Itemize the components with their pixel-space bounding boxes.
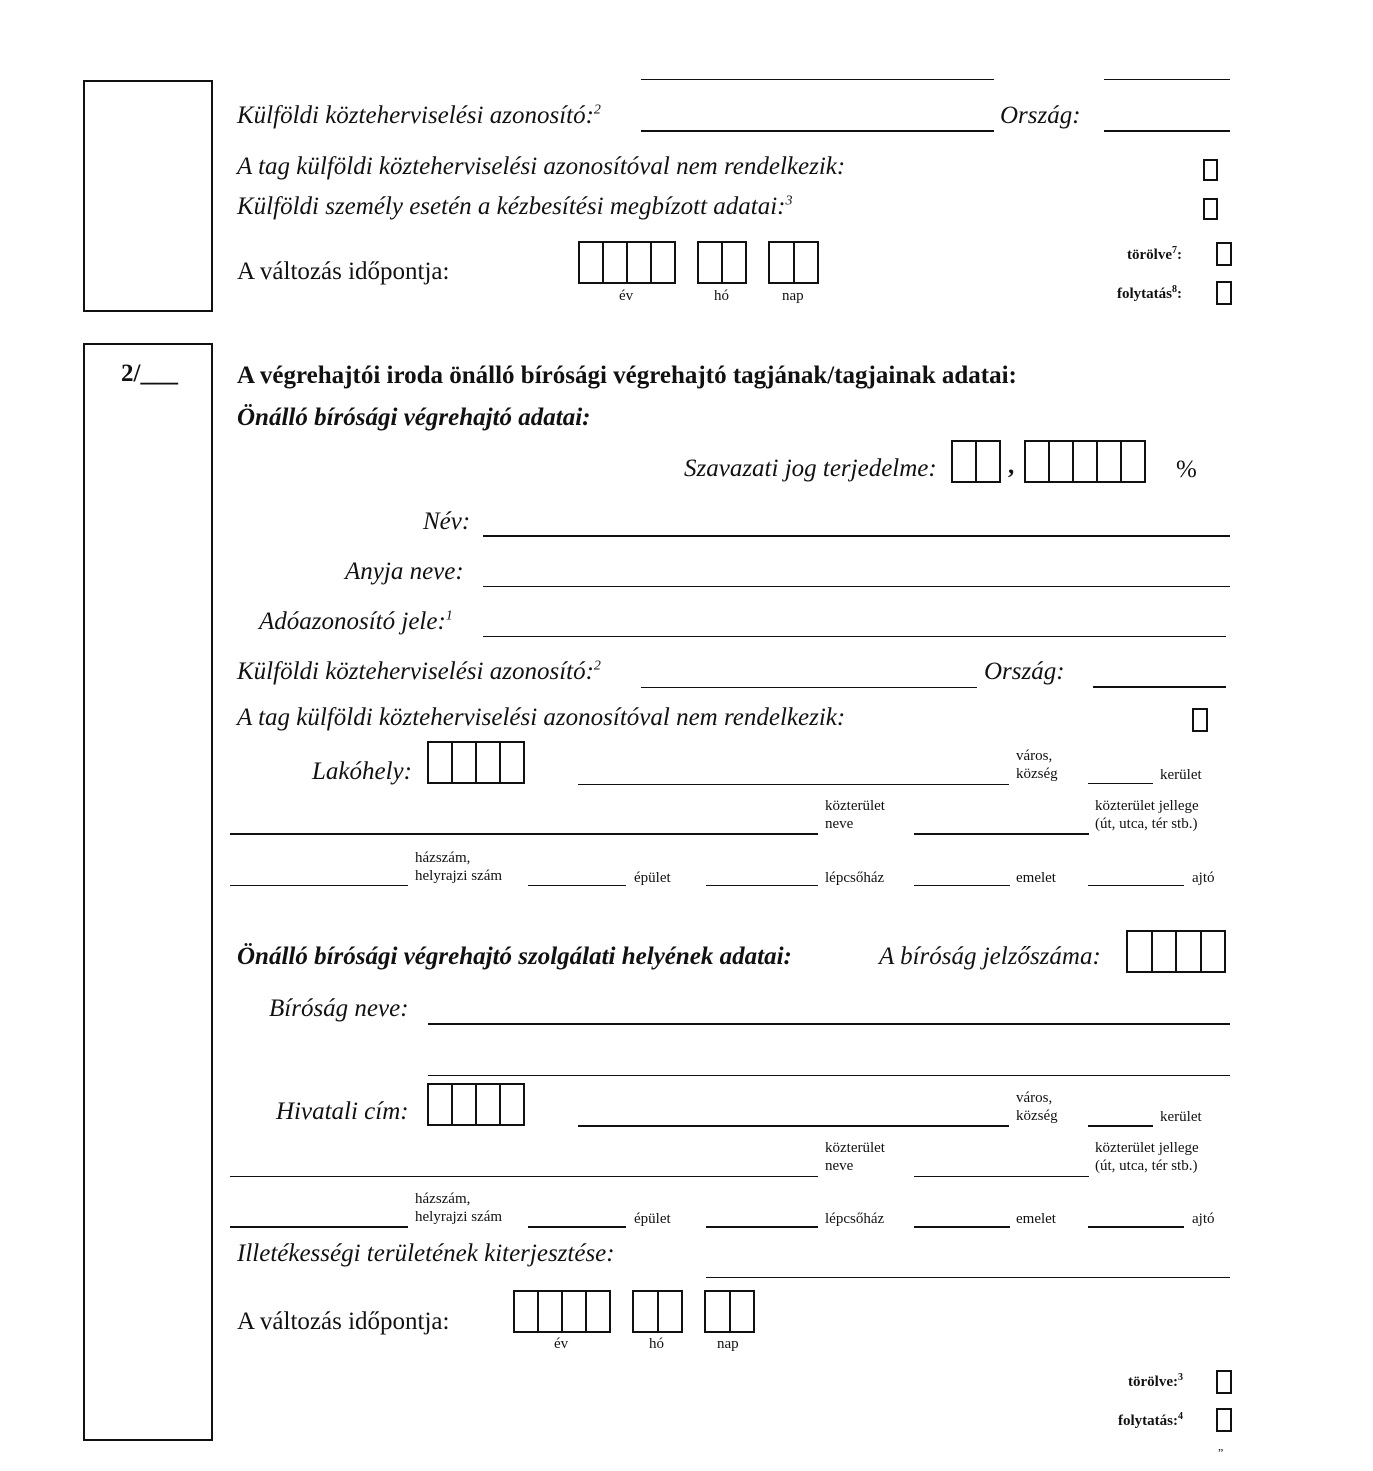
section2-side-panel xyxy=(83,343,213,1441)
office-street-type-caption: közterület jellege (út, utca, tér stb.) xyxy=(1095,1140,1199,1174)
court-code-label: A bíróság jelzőszáma: xyxy=(879,943,1101,970)
residence-door-caption: ajtó xyxy=(1192,870,1215,886)
voting-right-label: Szavazati jog terjedelme: xyxy=(684,455,937,482)
s1-year-boxes[interactable] xyxy=(578,241,676,284)
s1-change-date-label: A változás időpontja: xyxy=(237,258,450,285)
office-street-type-field[interactable] xyxy=(914,1176,1089,1177)
office-house-field[interactable] xyxy=(230,1226,408,1228)
voting-right-comma: , xyxy=(1008,452,1015,479)
office-floor-field[interactable] xyxy=(914,1226,1010,1228)
s1-foreign-id-label: Külföldi közteherviselési azonosító:$^2$ xyxy=(237,102,601,129)
office-building-field[interactable] xyxy=(528,1226,626,1228)
s2-change-date-label: A változás időpontja: xyxy=(237,1308,450,1335)
residence-zip-boxes[interactable] xyxy=(427,741,525,784)
office-district-caption: kerület xyxy=(1160,1109,1202,1125)
s1-delivery-agent-label: Külföldi személy esetén a kézbesítési megbízott adatai:$^3$ xyxy=(237,193,793,220)
court-name-field-2[interactable] xyxy=(428,1075,1230,1076)
residence-label: Lakóhely: xyxy=(312,758,412,785)
residence-building-caption: épület xyxy=(634,870,671,886)
s1-delivery-agent-checkbox[interactable] xyxy=(1203,198,1218,220)
residence-house-field[interactable] xyxy=(230,885,408,886)
s2-foreign-id-field[interactable] xyxy=(641,687,977,688)
s1-deleted-label: törölve$^7$: xyxy=(1127,245,1182,263)
residence-street-type-field[interactable] xyxy=(914,833,1089,835)
s2-deleted-checkbox[interactable] xyxy=(1216,1370,1232,1394)
top-line-right xyxy=(1104,79,1230,80)
name-label: Név: xyxy=(423,508,471,535)
office-door-caption: ajtó xyxy=(1192,1211,1215,1227)
s1-month-boxes[interactable] xyxy=(697,241,747,284)
s1-country-label: Ország: xyxy=(1000,102,1081,129)
office-staircase-caption: lépcsőház xyxy=(825,1211,885,1227)
office-street-name-caption: közterület neve xyxy=(825,1140,885,1174)
residence-street-name-field[interactable] xyxy=(230,833,818,835)
residence-city-caption: város, község xyxy=(1016,748,1058,782)
voting-right-int-boxes[interactable] xyxy=(951,440,1001,483)
name-field[interactable] xyxy=(483,535,1230,537)
office-building-caption: épület xyxy=(634,1211,671,1227)
s2-month-boxes[interactable] xyxy=(632,1290,683,1333)
voting-right-dec-boxes[interactable] xyxy=(1024,440,1146,483)
section1-side-panel xyxy=(83,80,213,312)
top-line-left xyxy=(641,79,994,80)
s2-country-label: Ország: xyxy=(984,658,1065,685)
s1-day-boxes[interactable] xyxy=(768,241,819,284)
s2-subheading: Önálló bírósági végrehajtó adatai: xyxy=(237,404,591,431)
s2-country-field[interactable] xyxy=(1093,686,1226,688)
office-district-field[interactable] xyxy=(1088,1125,1153,1127)
residence-district-caption: kerület xyxy=(1160,767,1202,783)
s2-no-foreign-id-label: A tag külföldi közteherviselési azonosítóval nem rendelkezik: xyxy=(237,704,846,731)
office-door-field[interactable] xyxy=(1088,1226,1184,1228)
jurisdiction-label: Illetékességi területének kiterjesztése: xyxy=(237,1240,615,1267)
percent-sign: % xyxy=(1176,456,1197,483)
service-heading: Önálló bírósági végrehajtó szolgálati helyének adatai: xyxy=(237,943,792,970)
s2-number-label: 2/___ xyxy=(121,360,178,387)
s2-continuation-label: folytatás:$^4$ xyxy=(1118,1411,1183,1429)
s1-deleted-checkbox[interactable] xyxy=(1216,242,1232,266)
residence-building-field[interactable] xyxy=(528,885,626,886)
s2-year-boxes[interactable] xyxy=(513,1290,611,1333)
tax-id-label: Adóazonosító jele:$^1$ xyxy=(259,608,453,635)
office-staircase-field[interactable] xyxy=(706,1226,818,1228)
s1-no-foreign-id-label: A tag külföldi közteherviselési azonosítóval nem rendelkezik: xyxy=(237,153,846,180)
s1-no-foreign-id-checkbox[interactable] xyxy=(1203,159,1218,181)
page-mark: „ xyxy=(1218,1439,1224,1453)
residence-door-field[interactable] xyxy=(1088,885,1184,886)
tax-id-field[interactable] xyxy=(483,636,1226,637)
s1-continuation-checkbox[interactable] xyxy=(1216,281,1232,305)
s1-continuation-label: folytatás$^8$: xyxy=(1117,284,1182,302)
s2-day-caption: nap xyxy=(717,1336,739,1352)
office-house-caption: házszám, helyrajzi szám xyxy=(415,1191,503,1225)
office-floor-caption: emelet xyxy=(1016,1211,1056,1227)
s1-month-caption: hó xyxy=(714,288,729,304)
residence-district-field[interactable] xyxy=(1088,783,1153,784)
office-city-caption: város, község xyxy=(1016,1090,1058,1124)
office-address-label: Hivatali cím: xyxy=(276,1098,409,1125)
s1-foreign-id-field[interactable] xyxy=(641,130,994,132)
s2-foreign-id-label: Külföldi közteherviselési azonosító:$^2$ xyxy=(237,658,601,685)
office-street-name-field[interactable] xyxy=(230,1176,818,1177)
s1-year-caption: év xyxy=(619,288,634,304)
jurisdiction-field[interactable] xyxy=(706,1277,1230,1278)
residence-street-type-caption: közterület jellege (út, utca, tér stb.) xyxy=(1095,798,1199,832)
residence-floor-field[interactable] xyxy=(914,885,1010,886)
mother-name-label: Anyja neve: xyxy=(345,558,464,585)
s2-continuation-checkbox[interactable] xyxy=(1216,1408,1232,1432)
s2-deleted-label: törölve:$^3$ xyxy=(1128,1372,1183,1390)
s2-year-caption: év xyxy=(554,1336,569,1352)
court-code-boxes[interactable] xyxy=(1126,930,1226,973)
office-city-field[interactable] xyxy=(578,1125,1009,1127)
office-zip-boxes[interactable] xyxy=(427,1083,525,1126)
s2-no-foreign-id-checkbox[interactable] xyxy=(1192,708,1208,732)
mother-name-field[interactable] xyxy=(483,586,1230,587)
residence-street-name-caption: közterület neve xyxy=(825,798,885,832)
residence-staircase-caption: lépcsőház xyxy=(825,870,885,886)
residence-city-field[interactable] xyxy=(578,784,1009,785)
residence-floor-caption: emelet xyxy=(1016,870,1056,886)
court-name-label: Bíróság neve: xyxy=(269,995,409,1022)
residence-staircase-field[interactable] xyxy=(706,885,818,886)
court-name-field[interactable] xyxy=(428,1023,1230,1025)
s2-day-boxes[interactable] xyxy=(704,1290,755,1333)
residence-house-caption: házszám, helyrajzi szám xyxy=(415,850,503,884)
s2-month-caption: hó xyxy=(649,1336,664,1352)
s1-country-field[interactable] xyxy=(1104,130,1230,132)
s1-day-caption: nap xyxy=(782,288,804,304)
s2-heading: A végrehajtói iroda önálló bírósági végrehajtó tagjának/tagjainak adatai: xyxy=(237,362,1017,389)
